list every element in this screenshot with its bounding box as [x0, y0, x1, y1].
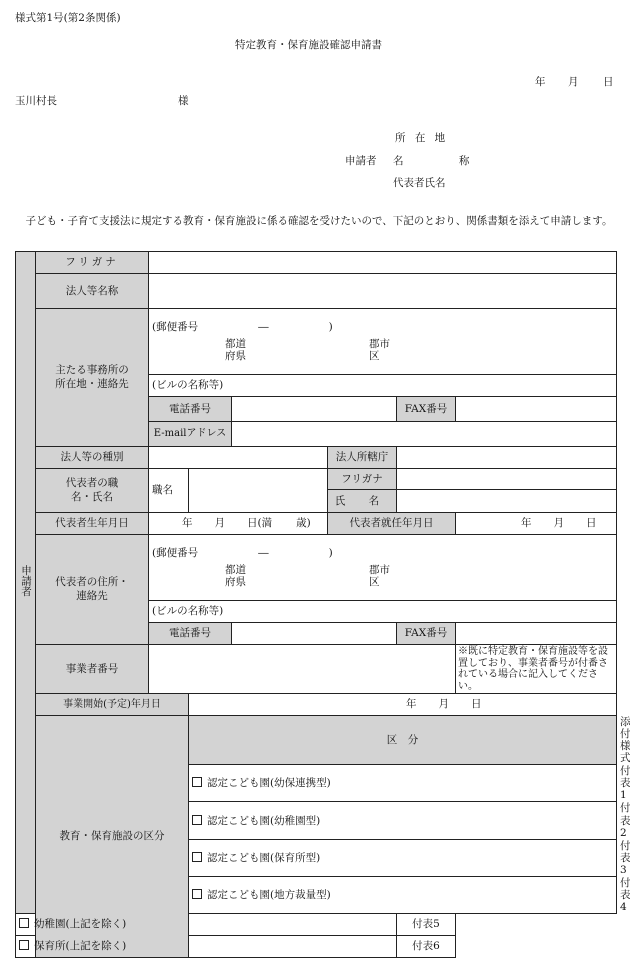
corp-name-label: 法人等名称 [36, 274, 149, 309]
corp-jurisdiction-label: 法人所轄庁 [328, 447, 397, 469]
page-title: 特定教育・保育施設確認申請書 [235, 39, 382, 51]
rep-phone-field[interactable] [232, 623, 397, 645]
facility-attachment: 付表5 [397, 914, 456, 936]
rep-title-name-label: 代表者の職名・氏名 [36, 469, 149, 513]
checkbox-icon[interactable] [19, 940, 29, 950]
rep-building-field[interactable]: (ビルの名称等) [149, 601, 617, 623]
position-label: 職名 [149, 469, 189, 513]
applicant-name-label: 名 称 [393, 155, 496, 167]
corp-type-label: 法人等の種別 [36, 447, 149, 469]
start-date-field[interactable]: 年 月 日 [189, 694, 617, 716]
office-phone-field[interactable] [232, 397, 397, 422]
checkbox-icon[interactable] [19, 918, 29, 928]
checkbox-icon[interactable] [192, 889, 202, 899]
form-number: 様式第1号(第2条関係) [15, 12, 121, 24]
start-date-label: 事業開始(予定)年月日 [36, 694, 189, 716]
facility-option[interactable]: 認定こども園(幼稚園型) [189, 802, 617, 839]
rep-fax-label: FAX番号 [397, 623, 456, 645]
honorific: 様 [178, 95, 189, 107]
addressee: 玉川村長 [15, 95, 57, 107]
rep-fax-field[interactable] [456, 623, 617, 645]
facility-option[interactable]: 認定こども園(保育所型) [189, 839, 617, 876]
business-number-note: ※既に特定教育・保育施設等を設置しており、事業者番号が付番されている場合に記入してください。 [456, 645, 617, 694]
intro-text: 子ども・子育て支援法に規定する教育・保育施設に係る確認を受けたいので、下記のとおり、関係書類を添えて申請します。 [25, 215, 613, 227]
checkbox-icon[interactable] [192, 777, 202, 787]
business-number-label: 事業者番号 [36, 645, 149, 694]
office-email-field[interactable] [232, 422, 617, 447]
furigana-label: フリガナ [36, 252, 149, 274]
rep-furigana-label: フリガナ [328, 469, 397, 490]
rep-birth-label: 代表者生年月日 [36, 513, 149, 535]
date-year-label: 年 [535, 76, 546, 88]
corp-jurisdiction-field[interactable] [397, 447, 617, 469]
office-fax-label: FAX番号 [397, 397, 456, 422]
facility-attachment: 付表6 [397, 936, 456, 958]
furigana-field[interactable] [149, 252, 617, 274]
business-number-field[interactable] [149, 645, 456, 694]
rep-address-label: 代表者の住所・連絡先 [36, 535, 149, 645]
date-month-label: 月 [568, 76, 579, 88]
rep-start-field[interactable]: 年 月 日 [456, 513, 617, 535]
facility-option[interactable]: 認定こども園(幼保連携型) [189, 765, 617, 802]
rep-postal-address-field[interactable]: (郵便番号 ― ) 都道 郡市 府県 区 [149, 535, 617, 601]
side-label-text: 申請者 [20, 565, 32, 597]
rep-birth-field[interactable]: 年 月 日(満 歳) [149, 513, 328, 535]
position-field[interactable] [189, 469, 328, 513]
rep-name-label: 氏 名 [328, 490, 397, 513]
application-form-table: 申請者 フリガナ 法人等名称 主たる事務所の所在地・連絡先 (郵便番号 ― ) 都道 郡市 府県 区 (ビルの名称等) 電話番号 FAX番号 E-mailアドレス 法人等の種別 法人所轄庁 代表者の職名・氏名 職名 フリガナ 氏 名 代表者生年月日 年 月 日(満 歳) 代表者就任年月日 年 月 日 代表者の住所・連絡先 (郵便番号 ― ) 都道 郡市 府県 区 (ビルの名称等) 電話番号 FAX番号 事業者番号 ※既に特定教育・保育施設等を設置しており、事業者番号が付番されている場合に記入してください。 事業開始(予定)年月日 年 月 日 教育・保育施設の区分 区 分 添付様式 認定こども園(幼保連携型) 付表1 認定こども園(幼稚園型) 付表2 認定こども園(保育所型) 付表3 認定こども園(地方裁量型) 付表4 幼稚園(上記を除く) 付表5 保育所(上記を除く) 付表6 [15, 251, 617, 958]
facility-option[interactable]: 保育所(上記を除く) [16, 936, 397, 958]
date-day-label: 日 [603, 76, 614, 88]
applicant-location-label: 所 在 地 [395, 132, 449, 144]
checkbox-icon[interactable] [192, 815, 202, 825]
facility-type-label: 教育・保育施設の区分 [36, 716, 189, 958]
applicant-side-label [16, 252, 36, 914]
facility-option[interactable]: 幼稚園(上記を除く) [16, 914, 397, 936]
category-header: 区 分 [189, 716, 617, 765]
office-fax-field[interactable] [456, 397, 617, 422]
facility-option[interactable]: 認定こども園(地方裁量型) [189, 876, 617, 913]
checkbox-icon[interactable] [192, 852, 202, 862]
rep-name-field[interactable] [397, 490, 617, 513]
rep-furigana-field[interactable] [397, 469, 617, 490]
office-phone-label: 電話番号 [149, 397, 232, 422]
corp-name-field[interactable] [149, 274, 617, 309]
office-building-field[interactable]: (ビルの名称等) [149, 375, 617, 397]
rep-start-label: 代表者就任年月日 [328, 513, 456, 535]
applicant-label: 申請者 [345, 155, 377, 167]
applicant-representative-label: 代表者氏名 [393, 177, 446, 189]
corp-type-field[interactable] [149, 447, 328, 469]
rep-phone-label: 電話番号 [149, 623, 232, 645]
office-postal-address-field[interactable]: (郵便番号 ― ) 都道 郡市 府県 区 [149, 309, 617, 375]
office-email-label: E-mailアドレス [149, 422, 232, 447]
office-address-label: 主たる事務所の所在地・連絡先 [36, 309, 149, 447]
